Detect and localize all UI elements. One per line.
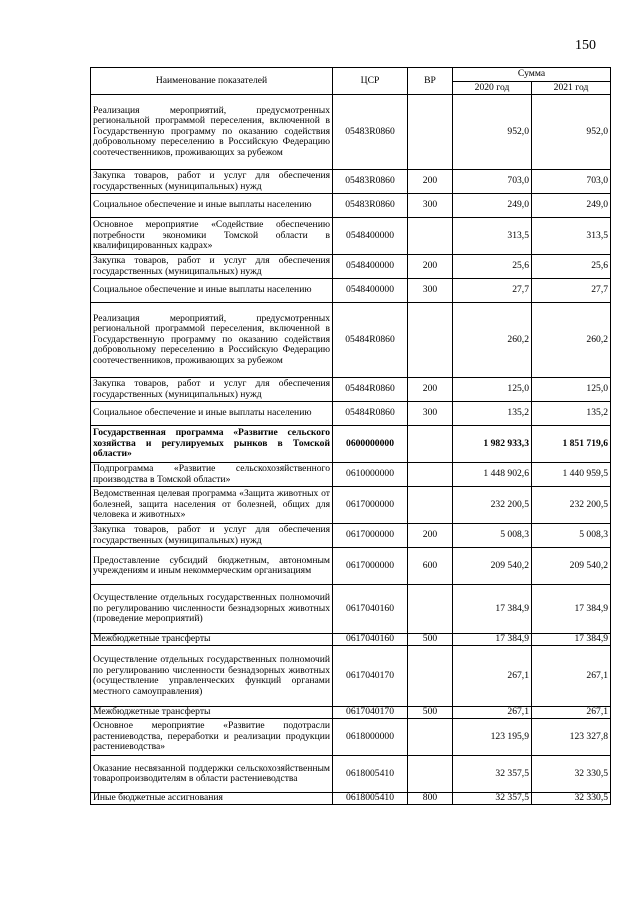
row-sum-2021: 267,1: [532, 707, 611, 719]
row-sum-2021: 249,0: [532, 194, 611, 218]
row-sum-2021: 25,6: [532, 255, 611, 279]
row-csr: 05483R0860: [333, 170, 408, 194]
row-sum-2020: 27,7: [453, 279, 532, 303]
row-sum-2021: 32 330,5: [532, 793, 611, 805]
header-2021: 2021 год: [532, 81, 611, 95]
row-csr: 0600000000: [333, 426, 408, 463]
row-sum-2020: 703,0: [453, 170, 532, 194]
row-sum-2020: 32 357,5: [453, 756, 532, 793]
table-row: [91, 194, 611, 218]
row-vr: 500: [408, 634, 453, 646]
header-vr: ВР: [408, 68, 453, 95]
row-sum-2021: 5 008,3: [532, 524, 611, 548]
table-row: [91, 756, 611, 793]
row-sum-2020: 135,2: [453, 402, 532, 426]
row-name: Подпрограмма «Развитие сельскохозяйственного производства в Томской области»: [91, 463, 333, 487]
row-sum-2020: 267,1: [453, 707, 532, 719]
row-sum-2021: 125,0: [532, 378, 611, 402]
row-name: Основное мероприятие «Развитие подотрасли растениеводства, переработки и реализации продукции растениеводства»: [91, 719, 333, 756]
table-row: [91, 218, 611, 255]
row-vr: 600: [408, 548, 453, 585]
table-row: [91, 303, 611, 378]
header-sum: Сумма: [453, 68, 611, 82]
table-row: [91, 279, 611, 303]
row-sum-2020: 232 200,5: [453, 487, 532, 524]
table-row: [91, 487, 611, 524]
row-csr: 05483R0860: [333, 194, 408, 218]
row-csr: 05484R0860: [333, 303, 408, 378]
row-vr: [408, 463, 453, 487]
row-vr: [408, 756, 453, 793]
row-csr: 05484R0860: [333, 378, 408, 402]
row-name: Осуществление отдельных государственных полномочий по регулированию численности безнадзорных животных (осуществление управленческих функций органами местного самоуправления): [91, 646, 333, 707]
row-vr: [408, 646, 453, 707]
row-sum-2021: 260,2: [532, 303, 611, 378]
row-sum-2021: 17 384,9: [532, 585, 611, 634]
header-csr: ЦСР: [333, 68, 408, 95]
row-vr: 200: [408, 524, 453, 548]
row-name: Социальное обеспечение и иные выплаты населению: [91, 402, 333, 426]
table-row: [91, 95, 611, 170]
table-row: [91, 548, 611, 585]
row-vr: [408, 585, 453, 634]
row-name: Основное мероприятие «Содействие обеспечению потребности экономики Томской области в квалифицированных кадрах»: [91, 218, 333, 255]
row-sum-2021: 27,7: [532, 279, 611, 303]
row-sum-2020: 209 540,2: [453, 548, 532, 585]
row-name: Осуществление отдельных государственных полномочий по регулированию численности безнадзорных животных (проведение мероприятий): [91, 585, 333, 634]
table-row: [91, 402, 611, 426]
row-name: Оказание несвязанной поддержки сельскохозяйственным товаропроизводителям в области растениеводства: [91, 756, 333, 793]
row-name: Закупка товаров, работ и услуг для обеспечения государственных (муниципальных) нужд: [91, 378, 333, 402]
row-sum-2020: 952,0: [453, 95, 532, 170]
row-csr: 0548400000: [333, 218, 408, 255]
table-body: [91, 95, 611, 805]
table-row: [91, 707, 611, 719]
table-row: [91, 426, 611, 463]
table-row: [91, 255, 611, 279]
row-sum-2021: 32 330,5: [532, 756, 611, 793]
row-vr: [408, 719, 453, 756]
table-row: [91, 463, 611, 487]
row-name: Межбюджетные трансферты: [91, 707, 333, 719]
row-sum-2020: 17 384,9: [453, 634, 532, 646]
row-csr: 05484R0860: [333, 402, 408, 426]
row-name: Предоставление субсидий бюджетным, автономным учреждениям и иным некоммерческим организациям: [91, 548, 333, 585]
row-vr: 200: [408, 378, 453, 402]
row-sum-2020: 249,0: [453, 194, 532, 218]
row-sum-2020: 123 195,9: [453, 719, 532, 756]
table-row: [91, 646, 611, 707]
row-csr: 0617040170: [333, 646, 408, 707]
row-vr: [408, 487, 453, 524]
row-csr: 0617000000: [333, 487, 408, 524]
row-sum-2021: 267,1: [532, 646, 611, 707]
row-csr: 0618000000: [333, 719, 408, 756]
table-row: [91, 585, 611, 634]
row-csr: 0617040160: [333, 634, 408, 646]
row-sum-2020: 1 982 933,3: [453, 426, 532, 463]
row-csr: 0618005410: [333, 756, 408, 793]
row-sum-2020: 5 008,3: [453, 524, 532, 548]
row-sum-2021: 135,2: [532, 402, 611, 426]
row-sum-2021: 703,0: [532, 170, 611, 194]
row-name: Реализация мероприятий, предусмотренных региональной программой переселения, включенной в Государственную программу по оказанию содействия добровольному переселению в Российскую Федерацию соотечественников, проживающих за рубежом: [91, 303, 333, 378]
table-row: [91, 634, 611, 646]
row-vr: 300: [408, 194, 453, 218]
row-csr: 0617000000: [333, 548, 408, 585]
row-name: Ведомственная целевая программа «Защита животных от болезней, защита населения от болезней, общих для человека и животных»: [91, 487, 333, 524]
row-name: Закупка товаров, работ и услуг для обеспечения государственных (муниципальных) нужд: [91, 170, 333, 194]
row-csr: 0610000000: [333, 463, 408, 487]
row-sum-2021: 232 200,5: [532, 487, 611, 524]
row-vr: 300: [408, 402, 453, 426]
row-sum-2020: 1 448 902,6: [453, 463, 532, 487]
table-row: [91, 719, 611, 756]
row-sum-2021: 209 540,2: [532, 548, 611, 585]
row-vr: 500: [408, 707, 453, 719]
row-csr: 0548400000: [333, 255, 408, 279]
header-name: Наименование показателей: [91, 68, 333, 95]
table-row: [91, 378, 611, 402]
row-sum-2020: 32 357,5: [453, 793, 532, 805]
row-vr: [408, 95, 453, 170]
row-name: Межбюджетные трансферты: [91, 634, 333, 646]
row-csr: 05483R0860: [333, 95, 408, 170]
row-name: Закупка товаров, работ и услуг для обеспечения государственных (муниципальных) нужд: [91, 255, 333, 279]
row-vr: 800: [408, 793, 453, 805]
row-vr: 300: [408, 279, 453, 303]
row-sum-2021: 313,5: [532, 218, 611, 255]
row-sum-2021: 952,0: [532, 95, 611, 170]
table-row: [91, 793, 611, 805]
row-vr: [408, 218, 453, 255]
row-name: Социальное обеспечение и иные выплаты населению: [91, 279, 333, 303]
row-name: Закупка товаров, работ и услуг для обеспечения государственных (муниципальных) нужд: [91, 524, 333, 548]
row-csr: 0618005410: [333, 793, 408, 805]
row-name: Иные бюджетные ассигнования: [91, 793, 333, 805]
row-name: Реализация мероприятий, предусмотренных региональной программой переселения, включенной в Государственную программу по оказанию содействия добровольному переселению в Российскую Федерацию соотечественников, проживающих за рубежом: [91, 95, 333, 170]
row-sum-2020: 313,5: [453, 218, 532, 255]
row-sum-2021: 123 327,8: [532, 719, 611, 756]
budget-table: [90, 67, 611, 805]
table-row: [91, 170, 611, 194]
row-vr: 200: [408, 170, 453, 194]
row-sum-2021: 1 851 719,6: [532, 426, 611, 463]
row-sum-2020: 267,1: [453, 646, 532, 707]
row-csr: 0617040170: [333, 707, 408, 719]
row-vr: [408, 303, 453, 378]
page-number: 150: [575, 38, 596, 53]
row-sum-2020: 260,2: [453, 303, 532, 378]
row-vr: 200: [408, 255, 453, 279]
table-row: [91, 524, 611, 548]
row-csr: 0617040160: [333, 585, 408, 634]
row-sum-2020: 125,0: [453, 378, 532, 402]
row-sum-2020: 17 384,9: [453, 585, 532, 634]
row-sum-2021: 17 384,9: [532, 634, 611, 646]
row-vr: [408, 426, 453, 463]
row-sum-2020: 25,6: [453, 255, 532, 279]
row-name: Государственная программа «Развитие сельского хозяйства и регулируемых рынков в Томской области»: [91, 426, 333, 463]
row-name: Социальное обеспечение и иные выплаты населению: [91, 194, 333, 218]
row-csr: 0548400000: [333, 279, 408, 303]
row-csr: 0617000000: [333, 524, 408, 548]
header-2020: 2020 год: [453, 81, 532, 95]
row-sum-2021: 1 440 959,5: [532, 463, 611, 487]
